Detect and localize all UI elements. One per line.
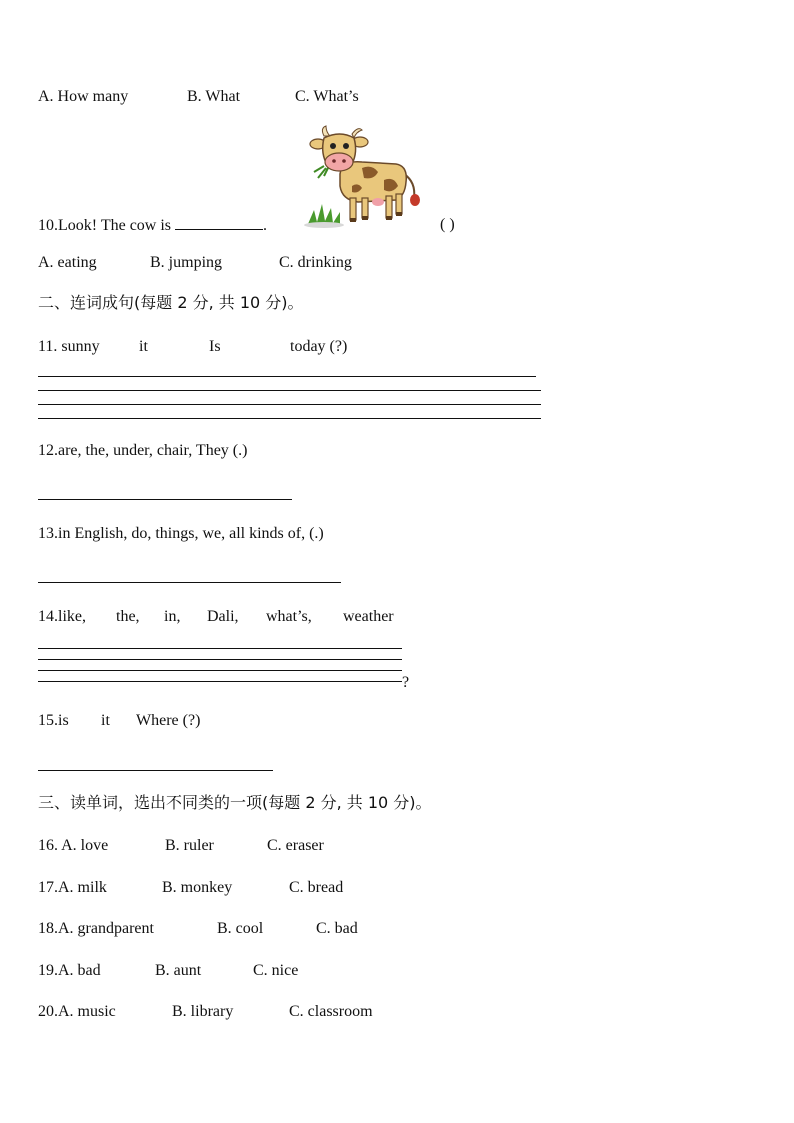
q14-answer-line[interactable] <box>38 670 402 671</box>
q13-words: 13.in English, do, things, we, all kinds of, (.) <box>38 525 324 542</box>
q11-answer-line[interactable] <box>38 404 541 405</box>
q15-word-3: Where (?) <box>136 712 201 729</box>
q14-answer-line[interactable] <box>38 648 402 649</box>
q10-paren[interactable]: ( ) <box>440 216 455 233</box>
q18-option-a: 18.A. grandparent <box>38 920 154 937</box>
q15-word-1: 15.is <box>38 712 69 729</box>
q15-word-2: it <box>101 712 110 729</box>
q18-option-b: B. cool <box>217 920 264 937</box>
q11-answer-line[interactable] <box>38 418 541 419</box>
q20-option-c: C. classroom <box>289 1003 373 1020</box>
q10-answer-blank[interactable] <box>175 215 263 230</box>
q14-word-4: Dali, <box>207 608 239 625</box>
q16-option-a: 16. A. love <box>38 837 109 854</box>
q11-answer-line[interactable] <box>38 376 536 377</box>
q16-option-b: B. ruler <box>165 837 214 854</box>
q10-option-b: B. jumping <box>150 254 223 271</box>
q19-option-a: 19.A. bad <box>38 962 101 979</box>
q11-answer-line[interactable] <box>38 390 541 391</box>
q11-word-4: today (?) <box>290 338 348 355</box>
q14-word-5: what’s, <box>266 608 312 625</box>
q17-option-b: B. monkey <box>162 879 233 896</box>
q16-option-c: C. eraser <box>267 837 324 854</box>
q18-option-c: C. bad <box>316 920 358 937</box>
q15-answer-line[interactable] <box>38 770 273 771</box>
q9-option-c: C. What’s <box>295 88 359 105</box>
q10-suffix: . <box>263 217 268 234</box>
q10-option-c: C. drinking <box>279 254 352 271</box>
q14-answer-line[interactable] <box>38 659 402 660</box>
q11-word-2: it <box>139 338 148 355</box>
section-3-heading: 三、读单词，选出不同类的一项(每题 2 分, 共 10 分)。 <box>38 793 432 812</box>
q17-option-c: C. bread <box>289 879 344 896</box>
q12-answer-line[interactable] <box>38 499 292 500</box>
q14-question-mark: ? <box>402 674 410 691</box>
q17-option-a: 17.A. milk <box>38 879 107 896</box>
q11-word-1: 11. sunny <box>38 338 100 355</box>
q20-option-b: B. library <box>172 1003 234 1020</box>
q14-word-2: the, <box>116 608 140 625</box>
q12-words: 12.are, the, under, chair, They (.) <box>38 442 248 459</box>
q10-prefix: 10.Look! The cow is <box>38 217 172 234</box>
q14-word-1: 14.like, <box>38 608 86 625</box>
q9-option-b: B. What <box>187 88 241 105</box>
q20-option-a: 20.A. music <box>38 1003 116 1020</box>
q10-option-a: A. eating <box>38 254 97 271</box>
cow-illustration-icon <box>300 124 432 232</box>
q19-option-b: B. aunt <box>155 962 202 979</box>
section-2-heading: 二、连词成句(每题 2 分, 共 10 分)。 <box>38 293 304 312</box>
q14-answer-line[interactable] <box>38 681 402 682</box>
q14-word-6: weather <box>343 608 394 625</box>
q9-option-a: A. How many <box>38 88 129 105</box>
q11-word-3: Is <box>209 338 221 355</box>
q14-word-3: in, <box>164 608 181 625</box>
q19-option-c: C. nice <box>253 962 299 979</box>
q13-answer-line[interactable] <box>38 582 341 583</box>
q10-sentence <box>38 215 267 236</box>
